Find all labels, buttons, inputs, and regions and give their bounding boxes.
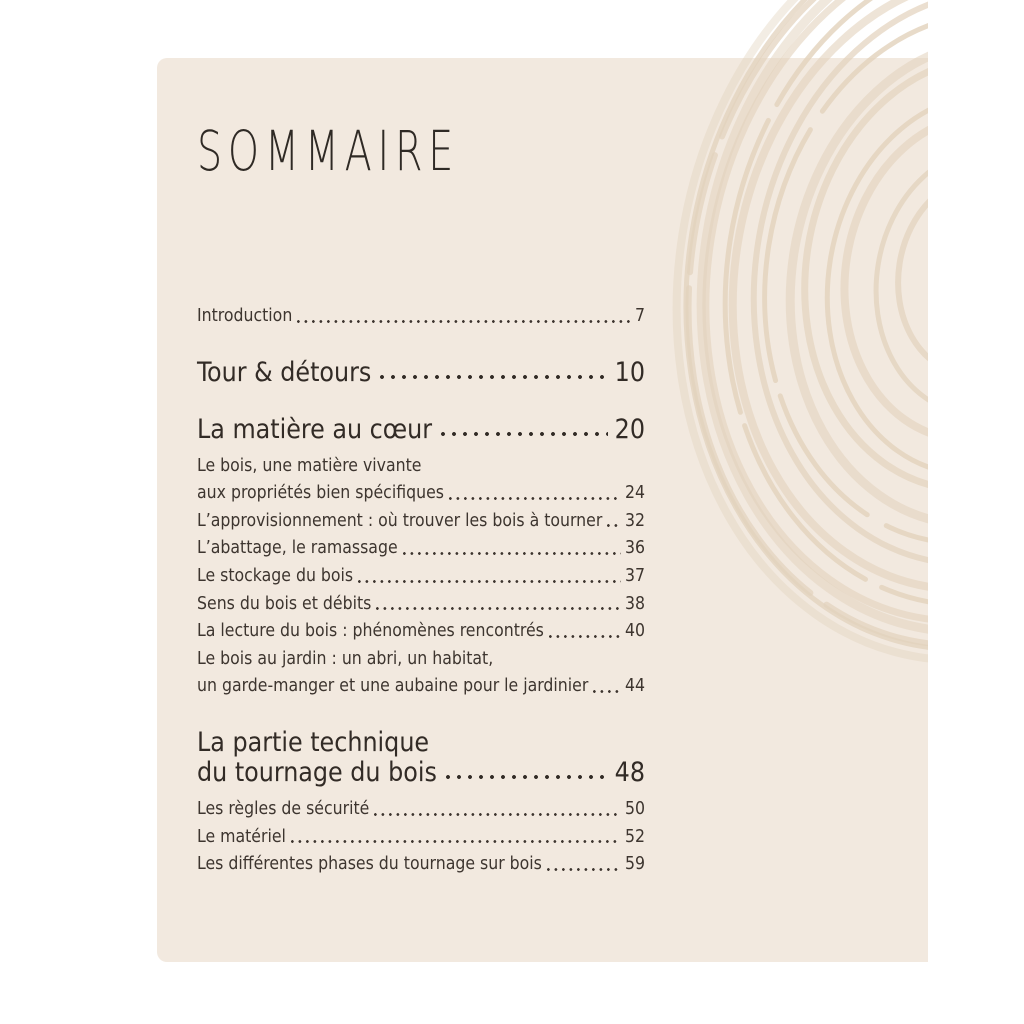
dot-leader	[446, 775, 608, 779]
toc-entry-label: La matière au cœur	[197, 413, 433, 445]
dot-leader	[358, 580, 621, 583]
toc-entry-label: Le bois au jardin : un abri, un habitat,	[197, 648, 494, 669]
toc-entry-page: 52	[624, 826, 645, 847]
toc-entry-label: Introduction	[197, 306, 293, 326]
toc-entry-page: 36	[624, 538, 645, 559]
toc-entry	[197, 618, 645, 646]
toc-entry-label: La partie technique	[197, 726, 430, 758]
toc-entry	[197, 563, 645, 591]
toc-entry-page: 48	[614, 756, 645, 788]
dot-leader	[547, 868, 621, 871]
toc	[197, 303, 645, 879]
dot-leader	[291, 840, 621, 843]
toc-entry-page: 24	[624, 483, 645, 504]
toc-entry-label: Tour & détours	[197, 356, 372, 388]
toc-entry-page: 40	[624, 621, 645, 642]
toc-entry-label: Sens du bois et débits	[197, 593, 372, 614]
toc-entry-label: un garde-manger et une aubaine pour le jardinier	[197, 676, 589, 697]
toc-entry	[197, 453, 645, 508]
toc-entry-page: 38	[624, 593, 645, 614]
toc-entry	[197, 358, 645, 388]
toc-entry	[197, 646, 645, 701]
toc-entry-label: Les différentes phases du tournage sur bois	[197, 854, 542, 875]
dot-leader	[297, 320, 631, 323]
toc-entry	[197, 851, 645, 879]
toc-entry-label: du tournage du bois	[197, 756, 437, 788]
toc-entry	[197, 728, 645, 788]
dot-leader	[403, 552, 621, 555]
toc-column	[197, 0, 645, 879]
toc-entry-label: L’approvisionnement : où trouver les bois à tourner	[197, 510, 603, 531]
toc-entry	[197, 824, 645, 852]
toc-entry-label: Le matériel	[197, 826, 286, 847]
toc-entry	[197, 415, 645, 445]
toc-entry-label: aux propriétés bien spécifiques	[197, 483, 444, 504]
toc-entry-page: 44	[624, 676, 645, 697]
toc-entry-page: 32	[624, 510, 645, 531]
toc-entry-label: L’abattage, le ramassage	[197, 538, 398, 559]
dot-leader	[607, 524, 621, 527]
dot-leader	[593, 690, 621, 693]
toc-entry-label: La lecture du bois : phénomènes rencontrés	[197, 621, 544, 642]
toc-entry-page: 50	[624, 798, 645, 819]
dot-leader	[549, 635, 621, 638]
toc-entry	[197, 303, 645, 331]
page-title: SOMMAIRE	[197, 119, 460, 183]
toc-entry-label: Le bois, une matière vivante	[197, 455, 422, 476]
toc-entry-page: 59	[624, 854, 645, 875]
toc-entry-page: 10	[614, 356, 645, 388]
toc-entry-page: 20	[614, 413, 645, 445]
toc-entry-label: Le stockage du bois	[197, 565, 354, 586]
toc-entry	[197, 535, 645, 563]
toc-entry	[197, 508, 645, 536]
toc-entry-page: 37	[624, 565, 645, 586]
dot-leader	[380, 375, 607, 379]
dot-leader	[449, 497, 621, 500]
dot-leader	[374, 813, 621, 816]
toc-entry	[197, 796, 645, 824]
toc-entry-label: Les règles de sécurité	[197, 798, 370, 819]
dot-leader	[376, 607, 621, 610]
dot-leader	[441, 432, 608, 436]
toc-entry-page: 7	[634, 306, 645, 326]
toc-entry	[197, 591, 645, 619]
